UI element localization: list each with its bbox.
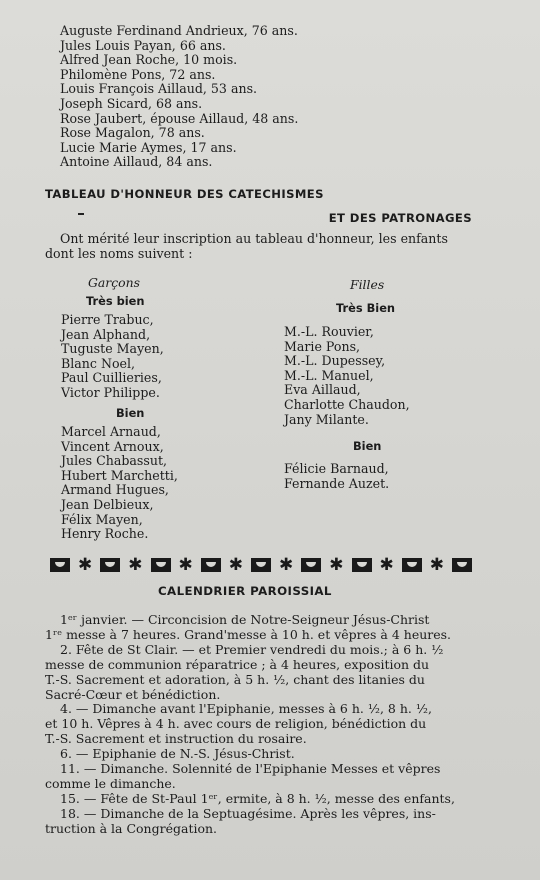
ornament-block-icon: [100, 558, 120, 572]
name-entry: Charlotte Chaudon,: [284, 396, 410, 412]
ornament-block-icon: [50, 558, 70, 572]
ornament-star-icon: ✱: [128, 554, 143, 575]
name-entry: Jean Delbieux,: [61, 496, 154, 512]
ornament-block-icon: [352, 558, 372, 572]
boys-tres-bien-list: [61, 313, 164, 401]
calendar-line: 1ʳᵉ messe à 7 heures. Grand'messe à 10 h. et vêpres à 4 heures.: [45, 626, 452, 642]
ornament-star-icon: ✱: [429, 554, 444, 575]
name-entry: Fernande Auzet.: [284, 475, 390, 491]
name-entry: Paul Cuillieries,: [61, 370, 162, 386]
girls-tres-bien-list: [284, 325, 410, 427]
calendar-line: comme le dimanche.: [45, 775, 176, 791]
name-entry: Marcel Arnaud,: [61, 424, 161, 439]
ornament-star-icon: ✱: [178, 554, 193, 575]
calendar-line: 15. — Fête de St-Paul 1ᵉʳ, ermite, à 8 h. ½, messe des enfants,: [60, 790, 455, 806]
name-entry: Eva Aillaud,: [284, 382, 361, 398]
ornament-star-icon: ✱: [379, 554, 394, 575]
death-entry: Jules Louis Payan, 66 ans.: [60, 37, 226, 53]
dash-mark: [78, 213, 84, 215]
name-entry: Victor Philippe.: [61, 384, 160, 400]
death-entry: Philomène Pons, 72 ans.: [60, 66, 216, 82]
boys-bien-list: [61, 425, 178, 542]
calendar-line: T.-S. Sacrement et instruction du rosaire.: [45, 731, 307, 747]
death-entry: Joseph Sicard, 68 ans.: [60, 95, 203, 111]
calendar-line: 2. Fête de St Clair. — et Premier vendredi du mois.; à 6 h. ½: [60, 641, 444, 657]
name-entry: Tuguste Mayen,: [61, 341, 164, 357]
ornament-star-icon: ✱: [329, 554, 344, 575]
calendar-text: [45, 613, 475, 837]
girls-bien-label: Bien: [353, 439, 382, 453]
ornament-block-icon: [151, 558, 171, 572]
honor-subheading: ET DES PATRONAGES: [328, 211, 472, 225]
ornament-block-icon: [301, 558, 321, 572]
name-entry: Marie Pons,: [284, 338, 361, 354]
intro-line: dont les noms suivent :: [45, 246, 193, 261]
death-entry: Antoine Aillaud, 84 ans.: [60, 154, 213, 170]
name-entry: M.-L. Dupessey,: [284, 353, 386, 369]
name-entry: Hubert Marchetti,: [61, 467, 178, 483]
boys-heading: Garçons: [88, 275, 140, 290]
calendar-line: 11. — Dimanche. Solennité de l'Epiphanie Messes et vêpres: [60, 761, 441, 777]
name-entry: Jean Alphand,: [61, 326, 151, 342]
ornament-block-icon: [201, 558, 221, 572]
name-entry: Blanc Noel,: [61, 355, 136, 371]
intro-line: Ont mérité leur inscription au tableau d'honneur, les enfants: [60, 231, 448, 246]
name-entry: M.-L. Manuel,: [284, 367, 374, 383]
name-entry: Jules Chabassut,: [61, 453, 168, 469]
calendar-line: 1ᵉʳ janvier. — Circoncision de Notre-Seigneur Jésus-Christ: [60, 612, 430, 627]
honor-heading: TABLEAU D'HONNEUR DES CATECHISMES: [45, 187, 324, 201]
death-entry: Louis François Aillaud, 53 ans.: [60, 81, 258, 97]
name-entry: Félix Mayen,: [61, 511, 143, 527]
name-entry: Armand Hugues,: [61, 482, 169, 498]
calendar-line: 6. — Epiphanie de N.-S. Jésus-Christ.: [60, 746, 295, 762]
calendar-line: 18. — Dimanche de la Septuagésime. Après les vêpres, ins-: [60, 805, 436, 821]
calendar-line: truction à la Congrégation.: [45, 820, 218, 836]
deaths-list: [60, 24, 298, 170]
ornament-star-icon: ✱: [228, 554, 243, 575]
calendar-title: CALENDRIER PAROISSIAL: [158, 584, 332, 598]
name-entry: Pierre Trabuc,: [61, 312, 154, 327]
death-entry: Alfred Jean Roche, 10 mois.: [60, 52, 238, 68]
death-entry: Lucie Marie Aymes, 17 ans.: [60, 139, 237, 155]
death-entry: Auguste Ferdinand Andrieux, 76 ans.: [60, 23, 298, 38]
name-entry: Jany Milante.: [284, 411, 369, 427]
name-entry: Vincent Arnoux,: [61, 438, 164, 454]
calendar-line: Sacré-Cœur et bénédiction.: [45, 686, 221, 702]
honor-intro: [45, 231, 475, 261]
death-entry: Rose Magalon, 78 ans.: [60, 125, 205, 141]
ornament-block-icon: [402, 558, 422, 572]
ornament-divider: [50, 556, 472, 574]
calendar-line: T.-S. Sacrement et adoration, à 5 h. ½, chant des litanies du: [45, 671, 425, 687]
name-entry: Félicie Barnaud,: [284, 461, 389, 476]
calendar-line: messe de communion réparatrice ; à 4 heures, exposition du: [45, 656, 430, 672]
ornament-star-icon: ✱: [78, 554, 93, 575]
ornament-star-icon: ✱: [279, 554, 294, 575]
ornament-block-icon: [452, 558, 472, 572]
ornament-block-icon: [251, 558, 271, 572]
girls-heading: Filles: [350, 277, 385, 292]
calendar-line: 4. — Dimanche avant l'Epiphanie, messes à 6 h. ½, 8 h. ½,: [60, 701, 432, 717]
boys-tres-bien-label: Très bien: [86, 294, 145, 308]
boys-bien-label: Bien: [116, 406, 145, 420]
name-entry: Henry Roche.: [61, 526, 149, 542]
calendar-line: et 10 h. Vêpres à 4 h. avec cours de religion, bénédiction du: [45, 716, 427, 732]
girls-tres-bien-label: Très Bien: [336, 301, 396, 315]
name-entry: M.-L. Rouvier,: [284, 324, 374, 339]
death-entry: Rose Jaubert, épouse Aillaud, 48 ans.: [60, 110, 299, 126]
girls-bien-list: [284, 462, 389, 491]
